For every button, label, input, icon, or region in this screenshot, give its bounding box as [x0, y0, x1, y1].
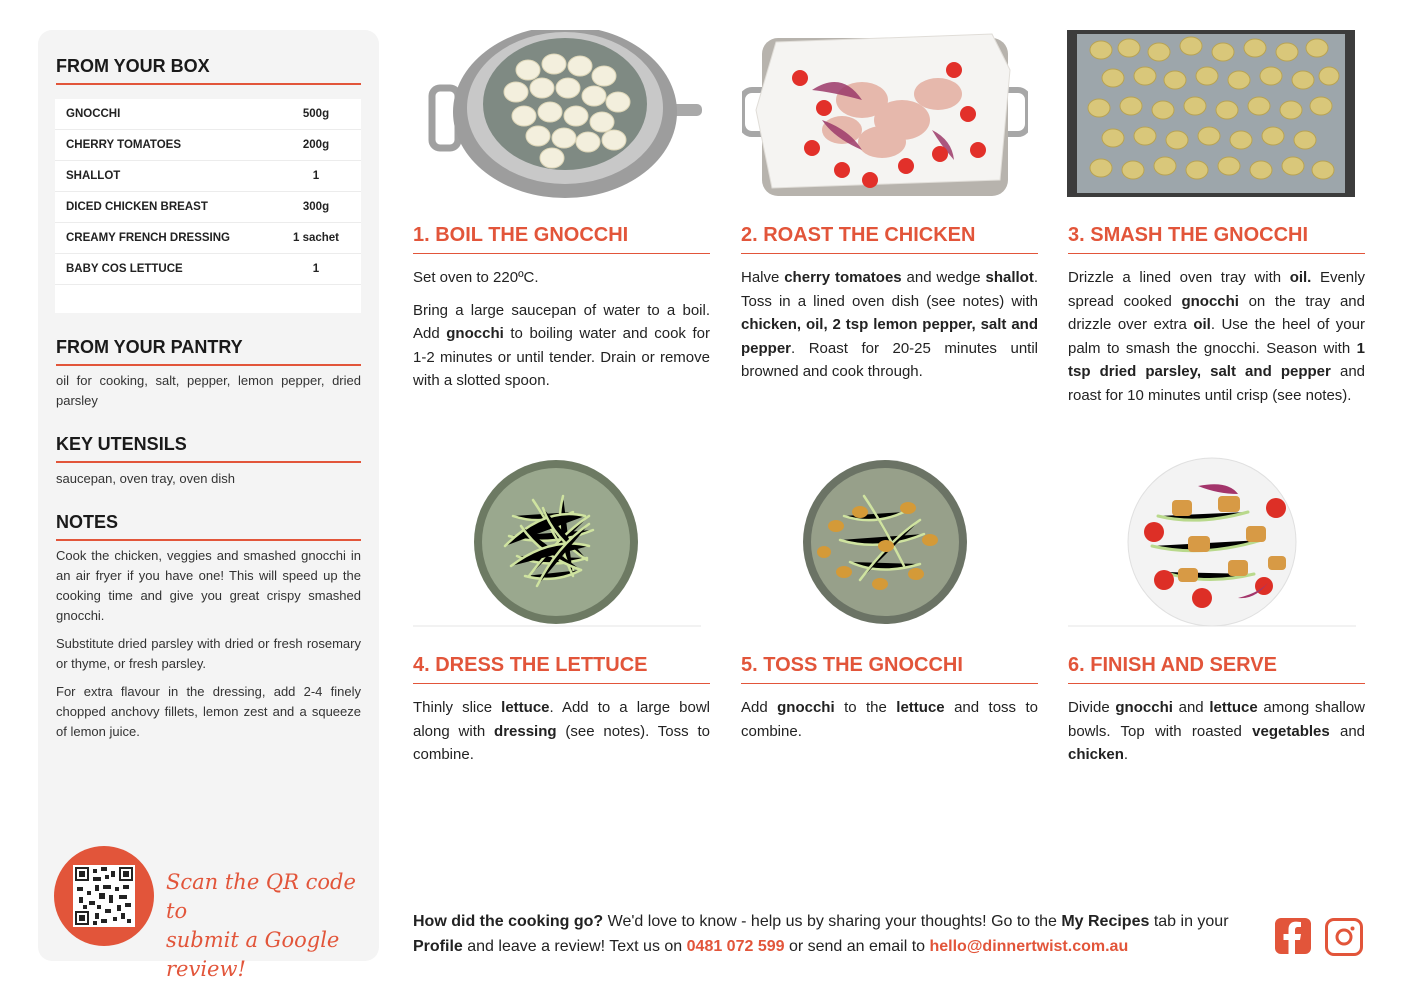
dress-lettuce-photo: [413, 456, 701, 628]
ingredient-emphasis: lettuce: [501, 699, 550, 716]
instruction-text: and roast for 10 minutes until crisp (see notes).: [1068, 363, 1365, 404]
instruction-text: among shallow bowls. Top with roasted: [1068, 699, 1365, 740]
instruction-text: Halve: [741, 269, 785, 286]
step-3-instructions: [1068, 266, 1365, 416]
ingredient-name: BABY COS LETTUCE: [66, 263, 183, 275]
ingredient-emphasis: lettuce: [1209, 699, 1258, 716]
instruction-text: Bring a large saucepan of water to a boil. Add: [413, 301, 710, 342]
step-5-title: 5. TOSS THE GNOCCHI: [741, 654, 1038, 684]
instruction-text: (see notes). Toss to combine.: [413, 722, 710, 763]
instruction-text: . Add to a large bowl along with: [413, 699, 710, 740]
my-recipes-link[interactable]: My Recipes: [1061, 913, 1150, 930]
roast-chicken-photo: [742, 30, 1028, 198]
footer-text: and leave a review! Text us on: [462, 938, 687, 955]
utensils-text: saucepan, oven tray, oven dish: [56, 471, 235, 486]
note-item: For extra flavour in the dressing, add 2-4 finely chopped anchovy fillets, lemon zest and a squeeze of lemon juice.: [56, 684, 361, 739]
notes-title: NOTES: [56, 512, 361, 541]
ingredient-emphasis: 1 tsp dried parsley, salt and pepper: [1068, 339, 1365, 380]
footer-text: or send an email to: [784, 938, 930, 955]
instruction-text: Divide: [1068, 699, 1116, 716]
qr-code-badge[interactable]: [54, 846, 154, 946]
ingredient-emphasis: cherry tomatoes: [784, 269, 902, 286]
ingredient-emphasis: lettuce: [896, 699, 945, 716]
email-link[interactable]: hello@dinnertwist.com.au: [929, 938, 1129, 955]
step-6-instructions: [1068, 696, 1365, 776]
ingredient-emphasis: chicken, oil, 2 tsp lemon pepper, salt and pepper: [741, 316, 1038, 357]
step-1-title: 1. BOIL THE GNOCCHI: [413, 224, 710, 254]
profile-link[interactable]: Profile: [413, 938, 463, 955]
table-row: [55, 130, 361, 161]
facebook-icon[interactable]: [1275, 918, 1311, 954]
instruction-text: . Roast for 20-25 minutes until browned and cook through.: [741, 339, 1038, 380]
ingredient-emphasis: dressing: [494, 722, 557, 740]
step-3-title: 3. SMASH THE GNOCCHI: [1068, 224, 1365, 254]
ingredient-name: DICED CHICKEN BREAST: [66, 201, 208, 213]
instruction-text: and toss to combine.: [741, 699, 1038, 740]
ingredient-emphasis: gnocchi: [777, 699, 835, 716]
step-5-instructions: [741, 696, 1038, 752]
qr-text-line: submit a Google review!: [166, 928, 340, 981]
ingredient-emphasis: gnocchi: [1115, 699, 1173, 716]
finish-serve-photo: [1068, 456, 1356, 628]
step-6-title: 6. FINISH AND SERVE: [1068, 654, 1365, 684]
ingredient-name: CREAMY FRENCH DRESSING: [66, 232, 230, 244]
key-utensils-title: KEY UTENSILS: [56, 434, 361, 463]
notes-list: [56, 546, 361, 750]
instruction-paragraph: [413, 696, 710, 767]
from-your-box-title: FROM YOUR BOX: [56, 56, 361, 85]
instruction-text: and: [1172, 699, 1210, 716]
ingredient-name: SHALLOT: [66, 170, 121, 182]
table-row: [55, 192, 361, 223]
instruction-text: and: [1329, 722, 1366, 740]
instruction-paragraph: [741, 266, 1038, 384]
boil-gnocchi-photo: [428, 30, 702, 198]
instruction-text: to boiling water and cook for 1-2 minutes or until tender. Drain or remove with a slotted spoon.: [413, 325, 710, 389]
qr-text-line: Scan the QR code to: [166, 870, 356, 923]
instagram-icon[interactable]: [1325, 918, 1363, 956]
footer-text: We'd love to know - help us by sharing your thoughts! Go to the: [603, 913, 1062, 930]
ingredient-qty: 500g: [302, 108, 330, 120]
step-4-instructions: [413, 696, 710, 776]
instruction-text: on the tray and drizzle over extra: [1068, 292, 1365, 333]
feedback-question: How did the cooking go?: [413, 913, 604, 930]
from-your-pantry-title: FROM YOUR PANTRY: [56, 337, 361, 366]
instruction-paragraph: [1068, 266, 1365, 407]
table-row: [55, 223, 361, 254]
ingredient-emphasis: oil.: [1289, 269, 1312, 286]
instruction-paragraph: [1068, 696, 1365, 767]
phone-link[interactable]: 0481 072 599: [686, 938, 785, 955]
instruction-text: Thinly slice: [413, 699, 502, 716]
ingredient-qty: 1: [312, 170, 320, 182]
instruction-text: .: [1123, 746, 1129, 763]
note-item: Substitute dried parsley with dried or fresh rosemary or thyme, or fresh parsley.: [56, 636, 361, 671]
step-1-instructions: [413, 266, 710, 402]
ingredients-table: [55, 99, 361, 313]
ingredient-name: GNOCCHI: [66, 108, 121, 120]
qr-code-icon[interactable]: [73, 865, 135, 927]
instruction-paragraph: [741, 696, 1038, 743]
table-row: [55, 99, 361, 130]
ingredient-emphasis: vegetables: [1252, 722, 1330, 740]
ingredient-emphasis: oil: [1193, 316, 1211, 333]
instruction-text: Evenly spread cooked: [1068, 269, 1365, 310]
note-item: Cook the chicken, veggies and smashed gnocchi in an air fryer if you have one! This will speed up the cooking time and give you great crispy smashed gnocchi.: [56, 548, 361, 623]
ingredient-qty: 300g: [302, 201, 330, 213]
instruction-paragraph: [413, 299, 710, 393]
ingredient-emphasis: chicken: [1068, 746, 1124, 763]
step-2-instructions: [741, 266, 1038, 393]
toss-gnocchi-photo: [740, 456, 1028, 628]
instruction-text: . Use the heel of your palm to smash the gnocchi. Season with: [1068, 316, 1365, 357]
ingredient-name: CHERRY TOMATOES: [66, 139, 182, 151]
pantry-text: oil for cooking, salt, pepper, lemon pepper, dried parsley: [56, 373, 361, 408]
ingredient-qty: 200g: [302, 139, 330, 151]
ingredient-qty: 1: [312, 263, 320, 275]
feedback-footer: [413, 909, 1263, 959]
ingredient-emphasis: gnocchi: [1181, 292, 1239, 310]
ingredient-emphasis: shallot: [985, 269, 1034, 286]
instruction-text: Add: [741, 699, 778, 716]
ingredient-qty: 1 sachet: [292, 232, 340, 244]
ingredient-emphasis: gnocchi: [446, 325, 504, 342]
step-4-title: 4. DRESS THE LETTUCE: [413, 654, 710, 684]
step-2-title: 2. ROAST THE CHICKEN: [741, 224, 1038, 254]
table-row: [55, 254, 361, 285]
smash-gnocchi-photo: [1067, 30, 1355, 197]
instruction-text: to the: [834, 699, 897, 716]
instruction-text: Set oven to 220ºC.: [413, 269, 539, 286]
instruction-text: and wedge: [901, 269, 986, 286]
sidebar: [38, 30, 379, 981]
footer-text: tab in your: [1149, 913, 1229, 930]
instruction-text: Drizzle a lined oven tray with: [1068, 269, 1290, 286]
instruction-paragraph: [413, 266, 710, 290]
table-row: [55, 161, 361, 192]
qr-review-callout: [166, 868, 366, 984]
instruction-text: . Toss in a lined oven dish (see notes) with: [741, 269, 1038, 310]
